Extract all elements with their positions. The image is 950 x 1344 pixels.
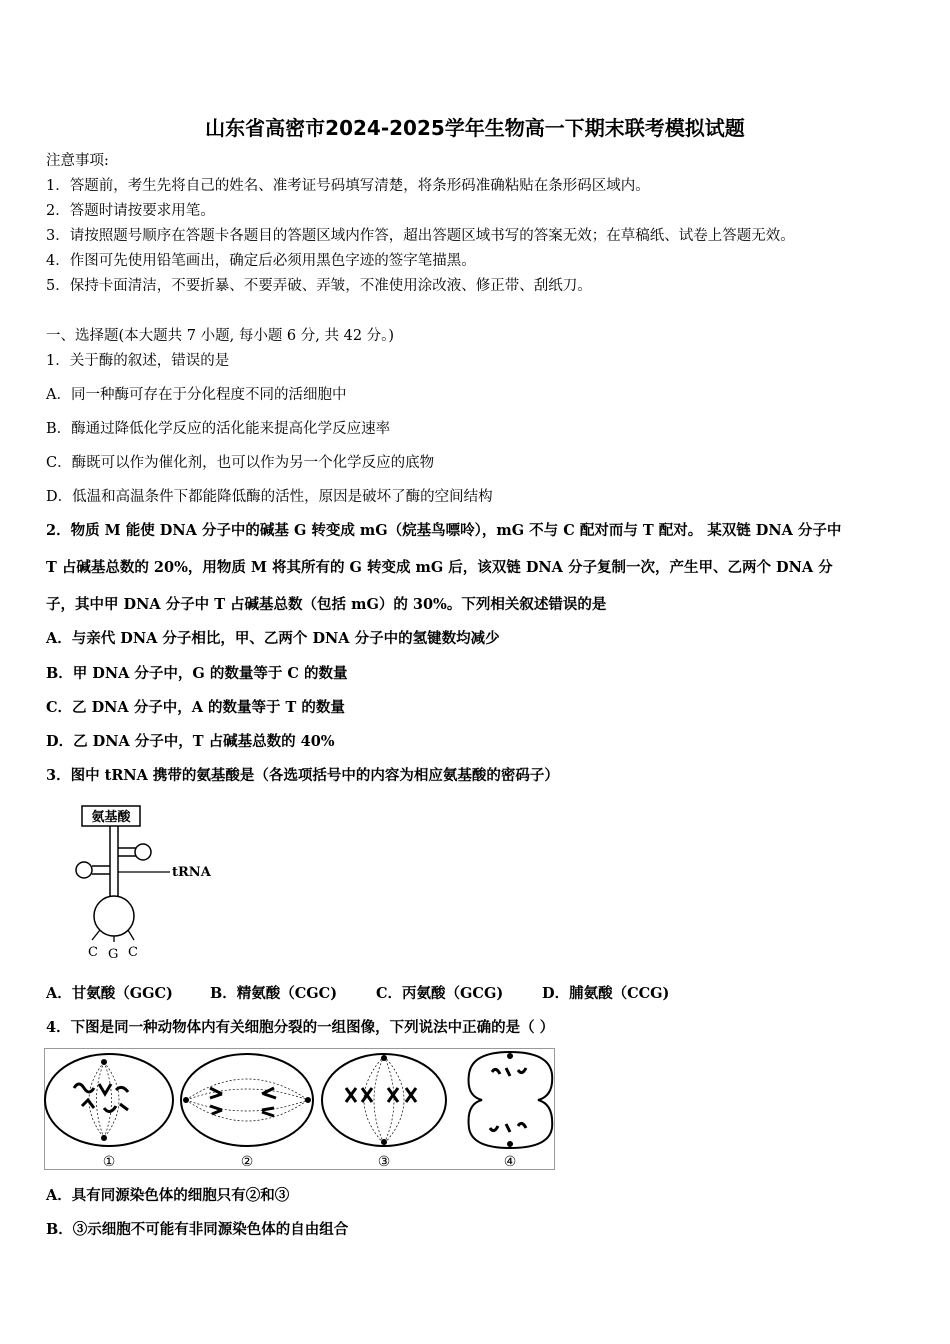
page-title: 山东省高密市2024-2025学年生物高一下期末联考模拟试题 — [205, 116, 745, 140]
question-stem: T 占碱基总数的 20%，用物质 M 将其所有的 G 转变成 mG 后，该双链 DNA 分子复制一次，产生甲、乙两个 DNA 分 — [46, 559, 833, 576]
answer-option: D．脯氨酸（CCG) — [542, 985, 670, 1002]
answer-option: D．低温和高温条件下都能降低酶的活性，原因是破坏了酶的空间结构 — [46, 489, 493, 505]
cell-label: ④ — [503, 1154, 517, 1170]
answer-option: A．与亲代 DNA 分子相比，甲、乙两个 DNA 分子中的氢键数均减少 — [46, 630, 500, 647]
section-heading: 一、选择题(本大题共 7 小题, 每小题 6 分, 共 42 分。) — [46, 328, 395, 344]
question-stem: 1．关于酶的叙述，错误的是 — [46, 353, 230, 369]
answer-option: B．酶通过降低化学反应的活化能来提高化学反应速率 — [46, 421, 391, 437]
trna-diagram — [60, 800, 220, 965]
question-stem: 3．图中 tRNA 携带的氨基酸是（各选项括号中的内容为相应氨基酸的密码子） — [46, 767, 559, 784]
question-stem: 子，其中甲 DNA 分子中 T 占碱基总数（包括 mG）的 30%。下列相关叙述错误的是 — [46, 596, 607, 613]
cell-label: ① — [102, 1154, 116, 1170]
notice-item: 4．作图可先使用铅笔画出，确定后必须用黑色字迹的签字笔描黑。 — [46, 253, 476, 269]
answer-option: B．精氨酸（CGC) — [210, 985, 338, 1002]
cell-division-figure — [44, 1048, 556, 1172]
notice-item: 3．请按照题号顺序在答题卡各题目的答题区域内作答，超出答题区域书写的答案无效；在草稿纸、试卷上答题无效。 — [46, 228, 795, 244]
notice-item: 2．答题时请按要求用笔。 — [46, 203, 215, 219]
answer-option: A．具有同源染色体的细胞只有②和③ — [46, 1187, 290, 1204]
question-stem: 2．物质 M 能使 DNA 分子中的碱基 G 转变成 mG（烷基鸟嘌呤），mG 不与 C 配对而与 T 配对。 某双链 DNA 分子中 — [46, 522, 842, 539]
answer-option: B．甲 DNA 分子中，G 的数量等于 C 的数量 — [46, 665, 348, 682]
amino-acid-box-label: 氨基酸 — [91, 810, 131, 825]
answer-option: C．丙氨酸（GCG) — [376, 985, 504, 1002]
answer-option: A．甘氨酸（GGC) — [46, 985, 173, 1002]
question-stem: 4．下图是同一种动物体内有关细胞分裂的一组图像，下列说法中正确的是（ ） — [46, 1019, 555, 1036]
answer-option: A．同一种酶可存在于分化程度不同的活细胞中 — [46, 387, 347, 403]
answer-option: C．乙 DNA 分子中，A 的数量等于 T 的数量 — [46, 699, 345, 716]
answer-option: C．酶既可以作为催化剂，也可以作为另一个化学反应的底物 — [46, 455, 435, 471]
notice-item: 5．保持卡面清洁，不要折暴、不要弄破、弄皱，不准使用涂改液、修正带、刮纸刀。 — [46, 278, 592, 294]
cell-label: ② — [240, 1154, 254, 1170]
cell-diagram-3 — [322, 1054, 446, 1146]
cell-diagram-2 — [181, 1054, 313, 1146]
anticodon-base: C — [88, 945, 98, 960]
answer-option: B．③示细胞不可能有非同源染色体的自由组合 — [46, 1221, 349, 1238]
anticodon-base: G — [108, 947, 119, 962]
notice-item: 1．答题前，考生先将自己的姓名、准考证号码填写清楚，将条形码准确粘贴在条形码区域内。 — [46, 178, 650, 194]
anticodon-base: C — [128, 945, 138, 960]
answer-option: D．乙 DNA 分子中，T 占碱基总数的 40% — [46, 733, 335, 750]
cell-diagram-1 — [45, 1054, 173, 1146]
notice-heading: 注意事项: — [46, 153, 109, 169]
cell-diagram-4 — [469, 1052, 553, 1148]
trna-label: tRNA — [172, 865, 211, 880]
cell-label: ③ — [377, 1154, 391, 1170]
